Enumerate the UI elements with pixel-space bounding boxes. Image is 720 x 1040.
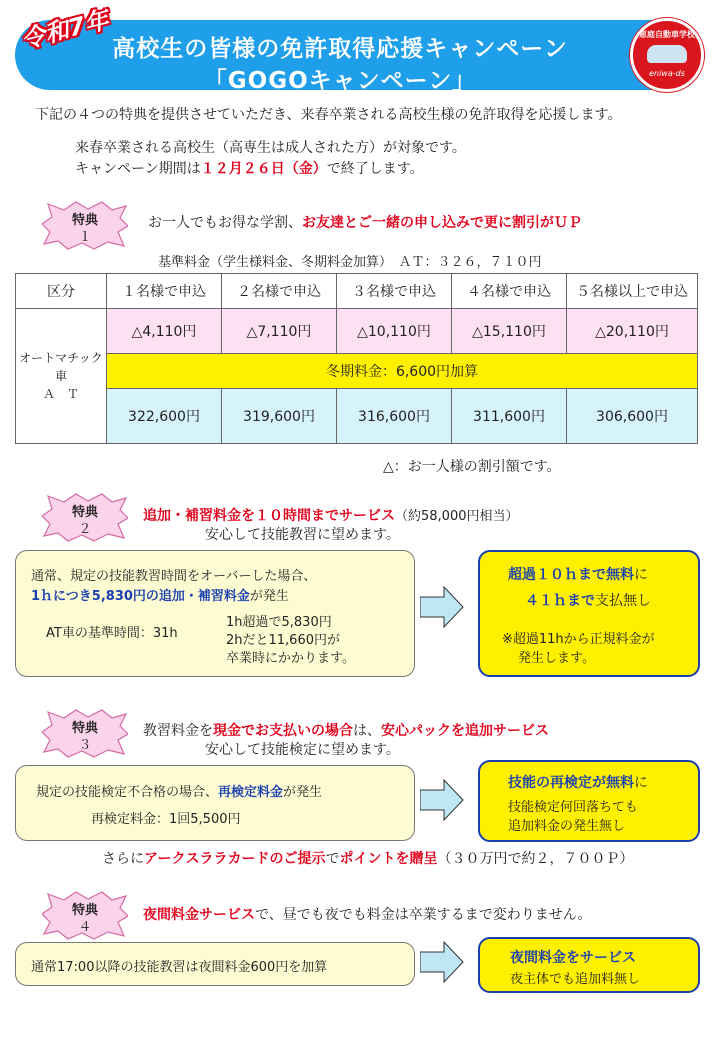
- category-cell: オートマチック車 Ａ Ｔ: [16, 309, 107, 444]
- intro-line3: キャンペーン期間は１２月２６日（金）で終了します。: [75, 161, 424, 177]
- perk3-title: 教習料金を現金でお支払いの場合は、安心パックを追加サービス: [143, 723, 549, 739]
- price-cell: 322,600円: [107, 389, 222, 444]
- base-fee-label: 基準料金（学生様料金、冬期料金加算） ＡＴ：３２６，７１０円: [158, 255, 542, 270]
- discount-cell: △15,110円: [452, 309, 567, 354]
- table-header: ３名様で申込: [337, 274, 452, 309]
- winter-fee-cell: 冬期料金：6,600円加算: [107, 354, 698, 389]
- school-logo: [630, 18, 704, 92]
- arrow-right-icon: [420, 585, 464, 629]
- perk4-title: 夜間料金サービスで、昼でも夜でも料金は卒業するまで変わりません。: [143, 907, 592, 923]
- price-cell: 311,600円: [452, 389, 567, 444]
- page-title: 高校生の皆様の免許取得応援キャンペーン: [112, 36, 568, 62]
- arrow-right-icon: [420, 778, 464, 822]
- discount-cell: △4,110円: [107, 309, 222, 354]
- price-table: [15, 273, 698, 444]
- era-label: 令和7年: [18, 5, 112, 55]
- table-row: [16, 354, 698, 389]
- perk4-badge: 特典 ４: [42, 890, 128, 940]
- perk3-extra: さらにアークスララカードのご提示でポイントを贈呈（３０万円で約２，７００Ｐ）: [102, 851, 634, 867]
- perk1-badge: 特典 １: [42, 200, 128, 250]
- perk4-benefit-box: 夜間料金をサービス 夜主体でも追加料無し: [478, 937, 700, 993]
- discount-note: △：お一人様の割引額です。: [383, 459, 561, 475]
- perk3-subtitle: 安心して技能検定に望めます。: [205, 742, 400, 758]
- table-header: １名様で申込: [107, 274, 222, 309]
- table-header: ５名様以上で申込: [567, 274, 698, 309]
- perk4-benefit-title: 夜間料金をサービス: [510, 950, 636, 966]
- logo-car-icon: [647, 45, 687, 63]
- perk3-badge: 特典 ３: [42, 708, 128, 758]
- arrow-right-icon: [420, 940, 464, 984]
- table-row: [16, 309, 698, 354]
- table-header: 区分: [16, 274, 107, 309]
- table-row: [16, 389, 698, 444]
- perk2-benefit-box: 超過１０ｈまで無料に ４１ｈまで支払無し ※超過11hから正規料金が 発生します。: [478, 550, 700, 677]
- perk3-benefit-box: 技能の再検定が無料に 技能検定何回落ちても 追加料金の発生無し: [478, 760, 700, 842]
- intro-line1: 下記の４つの特典を提供させていただき、来春卒業される高校生様の免許取得を応援します。: [35, 107, 622, 123]
- campaign-end-date: １２月２６日（金）: [200, 161, 327, 177]
- table-header-row: [16, 274, 698, 309]
- perk1-title: お一人でもお得な学割、お友達とご一緒の申し込みで更に割引がＵＰ: [148, 215, 582, 231]
- logo-top-text: 恵庭自動車学校: [639, 30, 695, 39]
- perk3-condition-box: 規定の技能検定不合格の場合、再検定料金が発生 再検定料金：1回5,500円: [15, 765, 415, 841]
- perk2-condition-box: 通常、規定の技能教習時間をオーバーした場合、 1ｈにつき5,830円の追加・補習料金が発生 AT車の基準時間：31h 1h超過で5,830円 2hだと11,660円が 卒業時にかかります。: [15, 550, 415, 677]
- perk2-title: 追加・補習料金を１０時間までサービス（約58,000円相当）: [143, 508, 519, 524]
- discount-cell: △10,110円: [337, 309, 452, 354]
- price-cell: 316,600円: [337, 389, 452, 444]
- page-subtitle: 「GOGOキャンペーン」: [203, 68, 477, 94]
- table-header: ４名様で申込: [452, 274, 567, 309]
- perk4-condition-box: 通常17:00以降の技能教習は夜間料金600円を加算: [15, 942, 415, 986]
- discount-cell: △7,110円: [222, 309, 337, 354]
- table-header: ２名様で申込: [222, 274, 337, 309]
- price-cell: 319,600円: [222, 389, 337, 444]
- discount-cell: △20,110円: [567, 309, 698, 354]
- price-cell: 306,600円: [567, 389, 698, 444]
- intro-line2: 来春卒業される高校生（高専生は成人された方）が対象です。: [75, 140, 466, 156]
- logo-bottom-text: eniwa-ds: [649, 69, 685, 78]
- perk2-badge: 特典 ２: [42, 492, 128, 542]
- perk2-subtitle: 安心して技能教習に望めます。: [205, 527, 400, 543]
